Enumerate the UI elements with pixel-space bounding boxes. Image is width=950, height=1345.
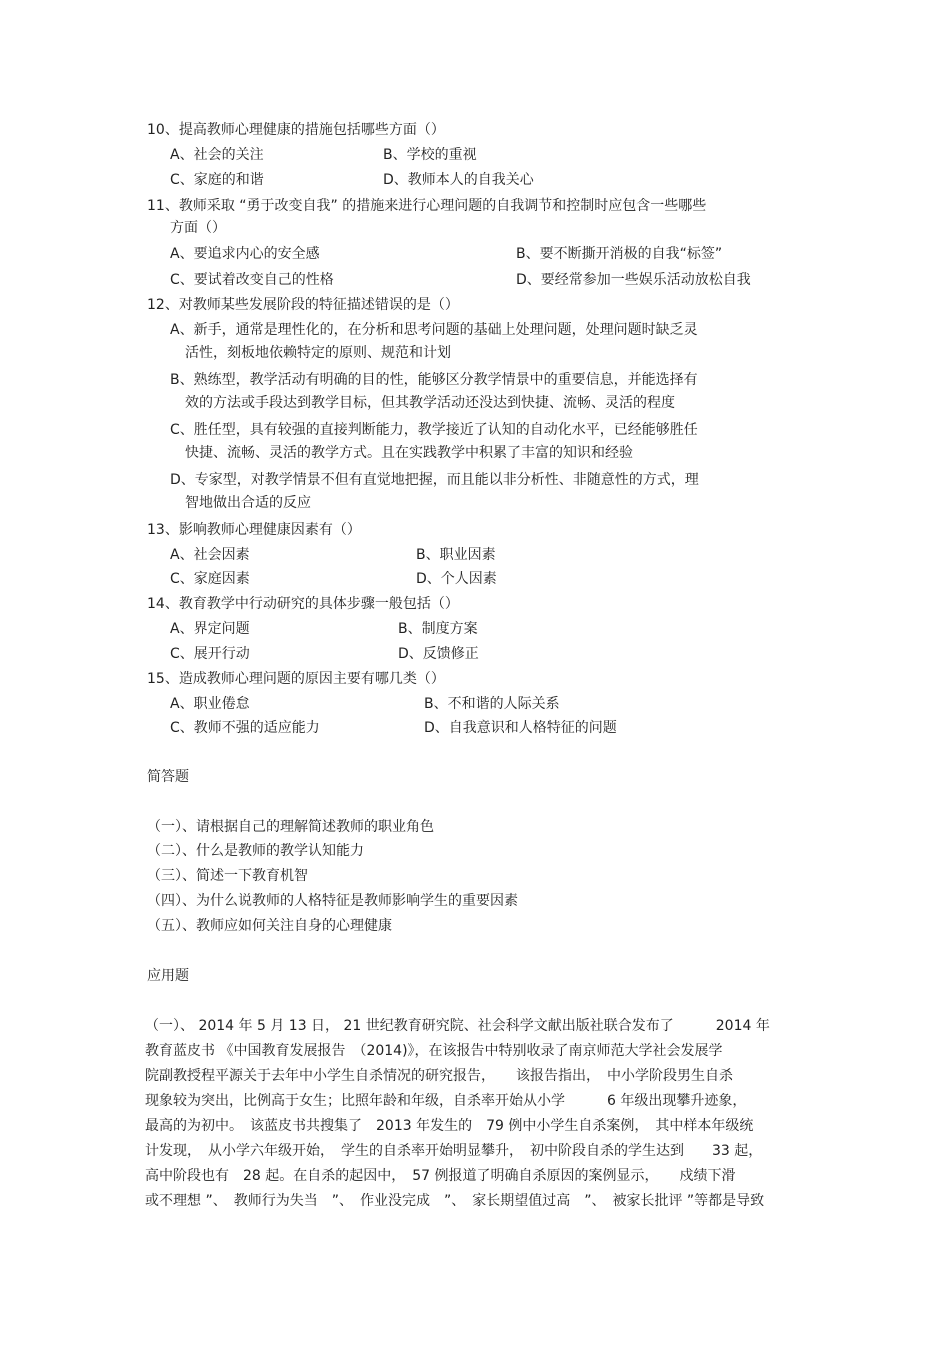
short-answer-item-4: （四）、为什么说教师的人格特征是教师影响学生的重要因素: [147, 893, 518, 909]
question-14-option-c: C、展开行动: [170, 646, 250, 662]
question-11-stem: 11、教师采取 “勇于改变自我” 的措施来进行心理问题的自我调节和控制时应包含一些哪些: [147, 198, 707, 214]
question-13-option-a: A、社会因素: [170, 547, 250, 563]
application-paragraph-line: 院副教授程平源关于去年中小学生自杀情况的研究报告， 该报告指出， 中小学阶段男生自杀: [145, 1068, 733, 1084]
question-10-option-b: B、学校的重视: [383, 147, 477, 163]
application-paragraph-line: 教育蓝皮书 《中国教育发展报告 （2014)》，在该报告中特别收录了南京师范大学社会发展学: [145, 1043, 723, 1059]
question-10-option-c: C、家庭的和谐: [170, 172, 264, 188]
short-answer-item-2: （二）、什么是教师的教学认知能力: [147, 843, 364, 859]
question-14-option-d: D、反馈修正: [398, 646, 479, 662]
question-11-option-a: A、要追求内心的安全感: [170, 246, 320, 262]
question-10-stem: 10、提高教师心理健康的措施包括哪些方面（）: [147, 122, 445, 138]
question-11-option-d: D、要经常参加一些娱乐活动放松自我: [516, 272, 751, 288]
question-13-stem: 13、影响教师心理健康因素有（）: [147, 522, 361, 538]
application-paragraph-line: 最高的为初中。 该蓝皮书共搜集了 2013 年发生的 79 例中小学生自杀案例， 其中样本年级统: [145, 1118, 754, 1134]
application-paragraph-line: 或不理想 ”、 教师行为失当 ”、 作业没完成 ”、 家长期望值过高 ”、 被家长批评 ”等都是导致: [145, 1193, 765, 1209]
question-12-option-a-continued: 活性，刻板地依赖特定的原则、规范和计划: [185, 345, 451, 361]
question-12-option-c: C、胜任型，具有较强的直接判断能力，教学接近了认知的自动化水平，已经能够胜任: [170, 422, 698, 438]
question-15-option-b: B、不和谐的人际关系: [424, 696, 560, 712]
short-answer-heading: 简答题: [147, 769, 189, 785]
question-11-option-c: C、要试着改变自己的性格: [170, 272, 334, 288]
short-answer-item-1: （一）、请根据自己的理解简述教师的职业角色: [147, 819, 434, 835]
question-15-option-c: C、教师不强的适应能力: [170, 720, 320, 736]
question-15-stem: 15、造成教师心理问题的原因主要有哪几类（）: [147, 671, 445, 687]
question-12-option-d-continued: 智地做出合适的反应: [185, 495, 311, 511]
short-answer-item-3: （三）、简述一下教育机智: [147, 868, 308, 884]
question-14-option-a: A、界定问题: [170, 621, 250, 637]
question-12-option-d: D、专家型，对教学情景不但有直觉地把握，而且能以非分析性、非随意性的方式，理: [170, 472, 699, 488]
question-12-stem: 12、对教师某些发展阶段的特征描述错误的是（）: [147, 297, 459, 313]
question-12-option-a: A、新手，通常是理性化的，在分析和思考问题的基础上处理问题，处理问题时缺乏灵: [170, 322, 698, 338]
question-10-option-a: A、社会的关注: [170, 147, 264, 163]
application-paragraph-line: （一）、 2014 年 5 月 13 日， 21 世纪教育研究院、社会科学文献出版社联合发布了 2014 年: [145, 1018, 770, 1034]
question-15-option-a: A、职业倦怠: [170, 696, 250, 712]
application-paragraph-line: 高中阶段也有 28 起。在自杀的起因中， 57 例报道了明确自杀原因的案例显示， 戍绩下滑: [145, 1168, 736, 1184]
application-heading: 应用题: [147, 968, 189, 984]
application-paragraph-line: 现象较为突出，比例高于女生；比照年龄和年级，自杀率开始从小学 6 年级出现攀升迹象，: [145, 1093, 747, 1109]
application-paragraph-line: 计发现， 从小学六年级开始， 学生的自杀率开始明显攀升， 初中阶段自杀的学生达到 33 起，: [145, 1143, 763, 1159]
question-12-option-c-continued: 快捷、流畅、灵活的教学方式。且在实践教学中积累了丰富的知识和经验: [185, 445, 633, 461]
question-13-option-c: C、家庭因素: [170, 571, 250, 587]
question-14-option-b: B、制度方案: [398, 621, 478, 637]
question-10-option-d: D、教师本人的自我关心: [383, 172, 534, 188]
question-11-stem-continued: 方面（）: [170, 220, 226, 236]
question-15-option-d: D、自我意识和人格特征的问题: [424, 720, 617, 736]
short-answer-item-5: （五）、教师应如何关注自身的心理健康: [147, 918, 392, 934]
question-12-option-b-continued: 效的方法或手段达到教学目标，但其教学活动还没达到快捷、流畅、灵活的程度: [185, 395, 675, 411]
question-13-option-b: B、职业因素: [416, 547, 496, 563]
question-14-stem: 14、教育教学中行动研究的具体步骤一般包括（）: [147, 596, 459, 612]
question-12-option-b: B、熟练型，教学活动有明确的目的性，能够区分教学情景中的重要信息，并能选择有: [170, 372, 698, 388]
question-13-option-d: D、个人因素: [416, 571, 497, 587]
question-11-option-b: B、要不断撕开消极的自我“标签”: [516, 246, 723, 262]
